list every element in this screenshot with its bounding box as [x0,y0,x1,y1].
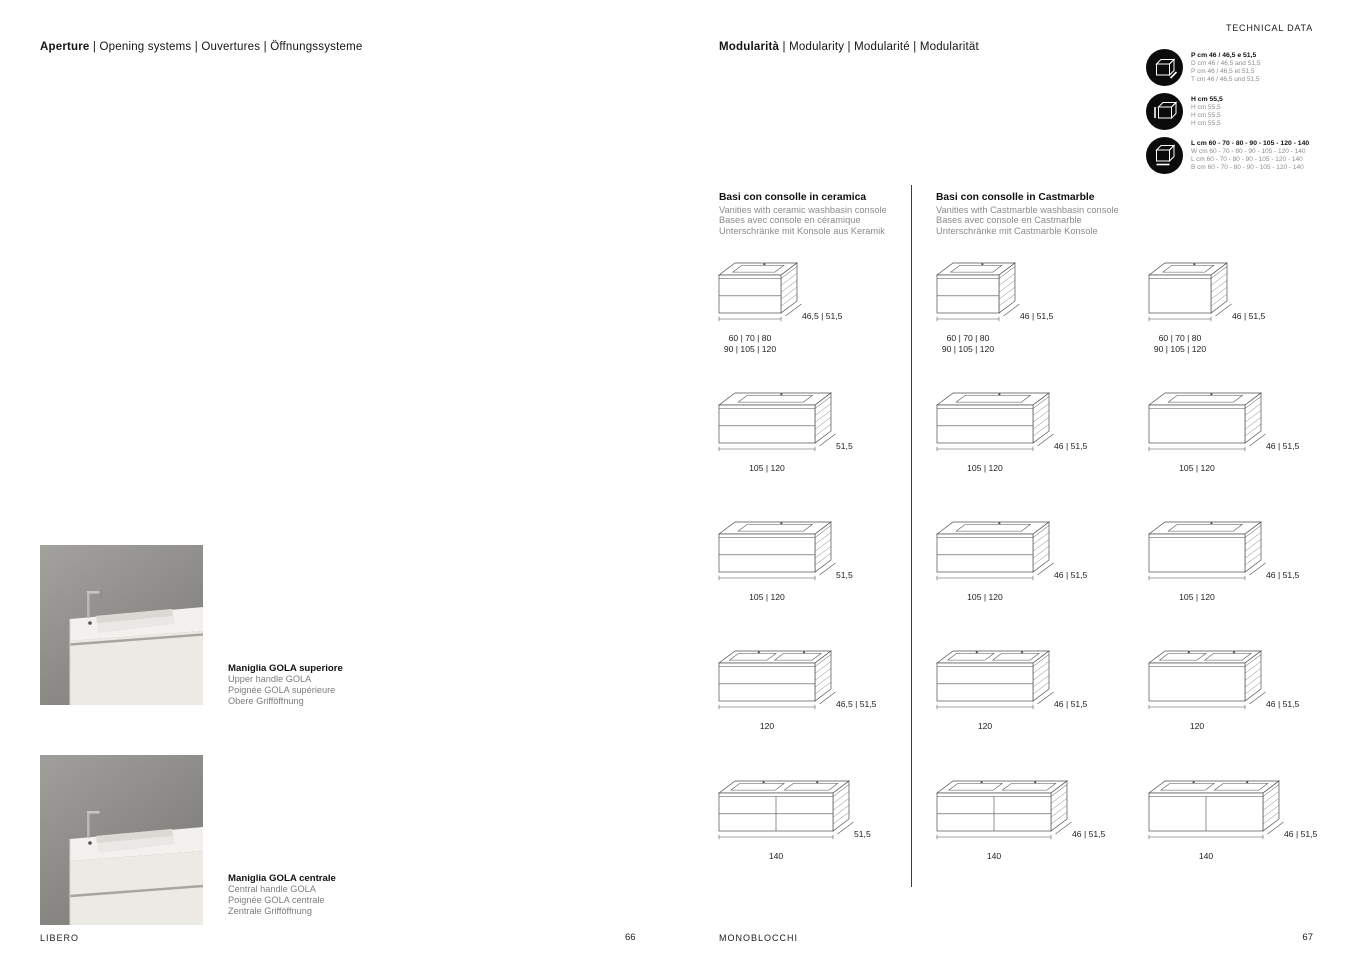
vanity-isometric-drawing [1148,649,1270,713]
vanity-drawing-wrap [1148,261,1266,330]
width-dimension-label: 60 | 70 | 80 90 | 105 | 120 [1153,333,1207,354]
vanity-cell-castmarble-right-row1 [1148,243,1266,355]
legend-line: L cm 60 - 70 - 80 - 90 - 105 - 120 - 140 [1191,140,1310,147]
right-header-strong: Modularità [719,41,780,53]
legend-line: P cm 46 / 46,5 e 51,5 [1191,52,1257,59]
column-divider [911,185,912,887]
photo-central-handle-gola [40,755,203,925]
legend-width-text [1191,137,1309,172]
width-dimension-label: 120 [1189,721,1205,731]
vanity-drawing-wrap [718,261,843,330]
vanity-drawing-wrap [1148,649,1300,718]
vanity-drawing-wrap [718,391,853,460]
legend-line: D cm 46 / 46,5 and 51,5 [1191,60,1261,67]
width-dimension-label: 60 | 70 | 80 90 | 105 | 120 [941,333,995,354]
vanity-cell-ceramica-row5 [718,750,871,862]
caption-line: Obere Grifföffnung [228,696,304,706]
depth-dimension-label: 46,5 | 51,5 [836,699,877,709]
legend-row-height [1146,93,1309,130]
vanity-isometric-drawing [718,520,840,584]
legend-height-text [1191,93,1223,128]
depth-dimension-label: 51,5 [836,441,853,451]
vanity-isometric-drawing [718,261,806,325]
vanity-isometric-drawing [1148,520,1270,584]
vanity-cell-ceramica-row2 [718,362,853,474]
depth-dimension-label: 46 | 51,5 [1266,570,1300,580]
legend-line: P cm 46 / 46,5 et 51,5 [1191,68,1255,75]
depth-dimension-icon [1146,49,1183,86]
section-subtitle: Bases avec console en céramique [719,215,861,225]
width-dimension-label: 140 [986,851,1002,861]
width-dimension-label: 140 [1198,851,1214,861]
vanity-drawing-wrap [718,779,871,848]
depth-dimension-label: 46 | 51,5 [1054,699,1088,709]
depth-dimension-label: 51,5 [836,570,853,580]
legend-depth-text [1191,49,1260,84]
vanity-cell-castmarble-left-row5 [936,750,1106,862]
vanity-drawing-wrap [936,261,1054,330]
left-header-strong: Aperture [40,41,90,53]
section-title: Basi con consolle in Castmarble [936,192,1095,203]
vanity-isometric-drawing [936,779,1076,843]
vanity-drawing-wrap [718,520,853,589]
central-handle-photo-illustration [40,755,203,925]
section-subtitle: Unterschränke mit Castmarble Konsole [936,225,1098,236]
vanity-cell-ceramica-row3 [718,491,853,603]
depth-dimension-label: 46 | 51,5 [1284,829,1318,839]
vanity-drawing-wrap [1148,779,1318,848]
upper-handle-photo-illustration [40,545,203,705]
width-dimension-label: 105 | 120 [1179,463,1215,473]
vanity-isometric-drawing [1148,261,1236,325]
height-dimension-icon [1146,93,1183,130]
depth-dimension-label: 46 | 51,5 [1232,311,1266,321]
vanity-isometric-drawing [718,649,840,713]
section-title: Basi con consolle in ceramica [719,192,867,203]
modularity-legend [1146,49,1309,174]
vanity-drawing-wrap [936,391,1088,460]
right-header-rest: | Modularity | Modularité | Modularität [779,41,979,53]
section-subtitle: Vanities with Castmarble washbasin console [936,204,1119,215]
caption-line: Poignée GOLA centrale [228,895,325,905]
legend-line: L cm 60 - 70 - 80 - 90 - 105 - 120 - 140 [1191,156,1303,163]
vanity-isometric-drawing [718,779,858,843]
section-subtitle: Bases avec console en Castmarble [936,215,1082,225]
vanity-isometric-drawing [936,649,1058,713]
right-page-header [719,41,979,53]
right-footer-collection-label: MONOBLOCCHI [719,933,799,943]
caption-title: Maniglia GOLA centrale [228,873,336,884]
width-dimension-label: 105 | 120 [749,592,785,602]
left-footer-collection-label: LIBERO [40,933,80,943]
section-castmarble-header [936,192,1146,236]
legend-row-width [1146,137,1309,174]
legend-line: B cm 60 - 70 - 80 - 90 - 105 - 120 - 140 [1191,164,1304,171]
width-dimension-label: 140 [768,851,784,861]
depth-dimension-label: 46 | 51,5 [1020,311,1054,321]
depth-dimension-label: 46 | 51,5 [1266,441,1300,451]
vanity-cell-castmarble-left-row4 [936,620,1088,732]
vanity-drawing-wrap [936,649,1088,718]
technical-data-label: TECHNICAL DATA [1225,23,1313,33]
width-dimension-label: 105 | 120 [967,463,1003,473]
vanity-drawing-wrap [936,779,1106,848]
depth-dimension-label: 51,5 [854,829,871,839]
left-page-header [40,41,362,53]
caption-line: Poignée GOLA supérieure [228,685,336,695]
left-page-number: 66 [625,932,636,943]
width-dimension-label: 60 | 70 | 80 90 | 105 | 120 [723,333,777,354]
depth-dimension-label: 46 | 51,5 [1054,441,1088,451]
vanity-cell-castmarble-right-row2 [1148,362,1300,474]
legend-line: H cm 55,5 [1191,120,1221,127]
legend-line: H cm 55,5 [1191,104,1221,111]
vanity-isometric-drawing [718,391,840,455]
vanity-isometric-drawing [936,391,1058,455]
vanity-drawing-wrap [718,649,877,718]
vanity-cell-ceramica-row4 [718,620,877,732]
legend-line: T cm 46 / 46,5 und 51,5 [1191,76,1260,83]
vanity-cell-castmarble-left-row2 [936,362,1088,474]
vanity-cell-castmarble-left-row1 [936,243,1054,355]
width-dimension-label: 120 [977,721,993,731]
legend-line: H cm 55,5 [1191,96,1223,103]
photo-upper-handle-gola [40,545,203,705]
caption-upper-handle [228,663,388,707]
caption-line: Upper handle GOLA [228,674,312,684]
caption-central-handle [228,873,388,917]
vanity-cell-ceramica-row1 [718,243,843,355]
depth-dimension-label: 46,5 | 51,5 [802,311,843,321]
vanity-cell-castmarble-right-row5 [1148,750,1318,862]
vanity-isometric-drawing [936,261,1024,325]
width-dimension-icon [1146,137,1183,174]
right-page-number: 67 [1302,932,1313,943]
caption-line: Zentrale Grifföffnung [228,906,312,916]
legend-line: W cm 60 - 70 - 80 - 90 - 105 - 120 - 140 [1191,148,1306,155]
vanity-drawing-wrap [1148,520,1300,589]
depth-dimension-label: 46 | 51,5 [1266,699,1300,709]
vanity-drawing-wrap [936,520,1088,589]
vanity-cell-castmarble-left-row3 [936,491,1088,603]
caption-title: Maniglia GOLA superiore [228,663,343,674]
vanity-cell-castmarble-right-row4 [1148,620,1300,732]
width-dimension-label: 105 | 120 [1179,592,1215,602]
depth-dimension-label: 46 | 51,5 [1072,829,1106,839]
section-subtitle: Unterschränke mit Konsole aus Keramik [719,225,885,236]
vanity-isometric-drawing [1148,391,1270,455]
width-dimension-label: 105 | 120 [967,592,1003,602]
width-dimension-label: 120 [759,721,775,731]
vanity-isometric-drawing [1148,779,1288,843]
legend-line: H cm 55,5 [1191,112,1221,119]
legend-row-depth [1146,49,1309,86]
width-dimension-label: 105 | 120 [749,463,785,473]
depth-dimension-label: 46 | 51,5 [1054,570,1088,580]
section-subtitle: Vanities with ceramic washbasin console [719,204,887,215]
left-header-rest: | Opening systems | Ouvertures | Öffnungssysteme [89,41,363,53]
vanity-drawing-wrap [1148,391,1300,460]
section-ceramica-header [719,192,929,236]
caption-line: Central handle GOLA [228,884,316,894]
vanity-cell-castmarble-right-row3 [1148,491,1300,603]
vanity-isometric-drawing [936,520,1058,584]
